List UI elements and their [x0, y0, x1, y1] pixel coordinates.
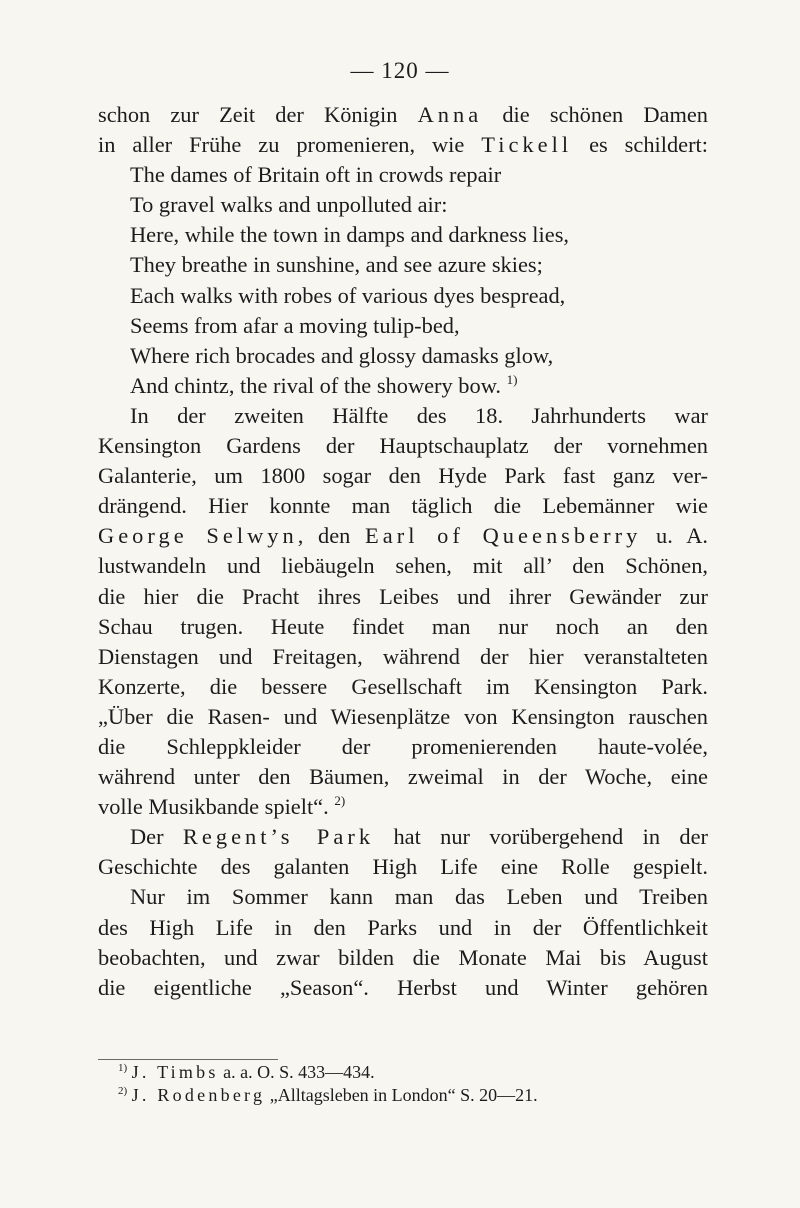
poem-line: To gravel walks and unpolluted air:: [130, 192, 448, 218]
text-line: Schau trugen. Heute findet man nur noch an den: [98, 613, 708, 639]
text-line: Kensington Gardens der Hauptschauplatz der vornehmen: [98, 433, 708, 459]
text-line: In der zweiten Hälfte des 18. Jahrhunderts war: [130, 402, 708, 428]
footnote-ref: 1): [506, 371, 518, 387]
footnote: $^{2)}$ J. Rodenberg „Alltagsleben in London“ S. 20—21.: [118, 1085, 538, 1105]
emphasized-name: Regent’s Park: [182, 824, 375, 850]
text-line: schon zur Zeit der Königin Anna die schönen Damen: [98, 102, 708, 127]
footnote: $^{1)}$ J. Timbs a. a. O. S. 433—434.: [118, 1062, 375, 1082]
emphasized-name: Earl of Queensberry: [365, 523, 642, 549]
poem-line: They breathe in sunshine, and see azure skies;: [130, 252, 543, 278]
text-line: beobachten, und zwar bilden die Monate Mai bis August: [98, 944, 708, 970]
text-line: die Schleppkleider der promenierenden haute-volée,: [98, 733, 708, 759]
text-line: Galanterie, um 1800 sogar den Hyde Park fast ganz ver-: [98, 463, 708, 489]
poem-line: The dames of Britain oft in crowds repair: [130, 162, 502, 188]
footnote-ref: 2): [334, 793, 346, 809]
text-line: in aller Frühe zu promenieren, wie Tickell es schildert:: [98, 132, 708, 158]
text-line: drängend. Hier konnte man täglich die Lebemänner wie: [98, 493, 708, 519]
text-line: volle Musikbande spielt“. $^{2)}$: [98, 793, 346, 820]
text-line: Konzerte, die bessere Gesellschaft im Kensington Park.: [98, 673, 708, 699]
text-line: Dienstagen und Freitagen, während der hier veranstalteten: [98, 643, 708, 669]
footnote-author: J. Timbs: [131, 1062, 219, 1082]
footnote-divider: [98, 1059, 278, 1060]
footnote-author: J. Rodenberg: [131, 1085, 266, 1105]
emphasized-name: Tickell: [481, 132, 573, 158]
text-line: die hier die Pracht ihres Leibes und ihrer Gewänder zur: [98, 583, 708, 609]
page-number: — 120 —: [350, 58, 450, 83]
main-text: [98, 100, 708, 1003]
poem-line: Seems from afar a moving tulip-bed,: [130, 312, 460, 338]
text-line: Geschichte des galanten High Life eine Rolle gespielt.: [98, 854, 708, 880]
poem-line: Each walks with robes of various dyes bespread,: [130, 282, 566, 308]
poem-line: And chintz, the rival of the showery bow. $^{1)}$: [130, 371, 518, 398]
text-line: George Selwyn, den Earl of Queensberry u. A.: [98, 523, 708, 549]
emphasized-name: George Selwyn: [98, 523, 298, 549]
text-line: während unter den Bäumen, zweimal in der Woche, eine: [98, 764, 708, 790]
text-line: „Über die Rasen- und Wiesenplätze von Kensington rauschen: [98, 703, 708, 729]
text-line: die eigentliche „Season“. Herbst und Winter gehören: [98, 974, 708, 1000]
emphasized-name: Anna: [417, 102, 483, 127]
text-line: des High Life in den Parks und in der Öffentlichkeit: [98, 914, 708, 940]
poem-line: Where rich brocades and glossy damasks glow,: [130, 342, 554, 368]
footnotes: [118, 1061, 718, 1107]
text-line: lustwandeln und liebäugeln sehen, mit all’ den Schönen,: [98, 553, 708, 579]
text-line: Der Regent’s Park hat nur vorübergehend in der: [130, 824, 708, 850]
poem-line: Here, while the town in damps and darkness lies,: [130, 222, 570, 248]
text-line: Nur im Sommer kann man das Leben und Treiben: [130, 884, 708, 910]
